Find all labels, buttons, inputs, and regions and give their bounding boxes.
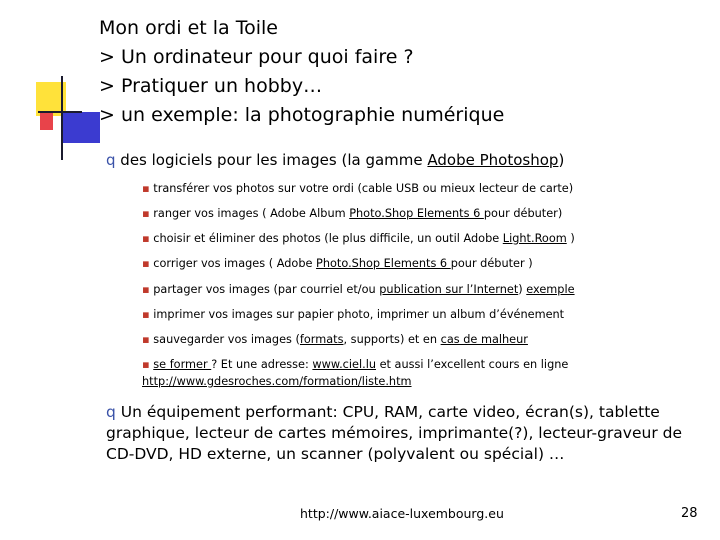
checkbox-bullet-icon: q <box>106 151 116 169</box>
item-choisir-post: ) <box>566 232 575 245</box>
cas-de-malheur-link[interactable]: cas de malheur <box>440 333 528 346</box>
ciel-lu-link[interactable]: www.ciel.lu <box>312 358 376 371</box>
item-partager-mid: ) <box>518 283 527 296</box>
square-bullet-icon: ▪ <box>142 333 150 346</box>
item-sauvegarder-mid: , supports) et en <box>343 333 441 346</box>
square-bullet-icon: ▪ <box>142 283 150 296</box>
square-bullet-icon: ▪ <box>142 358 150 371</box>
square-bullet-icon: ▪ <box>142 182 150 195</box>
item-transferer-text: transférer vos photos sur votre ordi (cable USB ou mieux lecteur de carte) <box>153 182 574 195</box>
title-line-4: > un exemple: la photographie numérique <box>99 104 505 126</box>
item-former-post: et aussi l’excellent cours en ligne <box>376 358 569 371</box>
publication-internet-link[interactable]: publication sur l’Internet <box>379 283 519 296</box>
item-former-mid: ? Et une adresse: <box>211 358 313 371</box>
item-partager <box>142 283 575 296</box>
logiciels-close: ) <box>558 151 565 169</box>
item-ranger-text: ranger vos images ( Adobe Album <box>153 207 350 220</box>
item-partager-text: partager vos images (par courriel et/ou <box>153 283 380 296</box>
item-transferer <box>142 182 573 195</box>
footer-url: http://www.aiace-luxembourg.eu <box>300 506 504 521</box>
title-line-2: > Un ordinateur pour quoi faire ? <box>99 46 414 68</box>
exemple-link[interactable]: exemple <box>526 283 575 296</box>
item-ranger-post: pour débuter) <box>483 207 563 220</box>
equipement-text: Un équipement performant: CPU, RAM, carte video, écran(s), tablette graphique, lecteur de cartes mémoires, imprimante(?), lecteur-graveur de CD-DVD, HD externe, un scanner (polyvalent ou spécial) … <box>106 403 682 463</box>
bullet-equipement <box>106 402 696 465</box>
item-corriger-post: pour débuter ) <box>450 257 533 270</box>
square-bullet-icon: ▪ <box>142 207 150 220</box>
item-sauvegarder <box>142 333 528 346</box>
gdesroches-link[interactable]: http://www.gdesroches.com/formation/liste.htm <box>142 375 412 388</box>
item-choisir-text: choisir et éliminer des photos (le plus difficile, un outil Adobe <box>153 232 503 245</box>
photoshop-elements-link[interactable]: Photo.Shop Elements 6 <box>349 207 484 220</box>
item-former-url-line <box>142 375 412 388</box>
photoshop-elements-link-2[interactable]: Photo.Shop Elements 6 <box>316 257 451 270</box>
square-bullet-icon: ▪ <box>142 308 150 321</box>
adobe-photoshop-link[interactable]: Adobe Photoshop <box>427 151 559 169</box>
page-number: 28 <box>681 506 698 521</box>
item-corriger <box>142 257 533 270</box>
item-imprimer-text: imprimer vos images sur papier photo, imprimer un album d’événement <box>153 308 565 321</box>
lightroom-link[interactable]: Light.Room <box>502 232 567 245</box>
logiciels-text: des logiciels pour les images (la gamme <box>115 151 428 169</box>
item-ranger <box>142 207 562 220</box>
title-line-3: > Pratiquer un hobby… <box>99 75 323 97</box>
slide-title <box>99 14 504 130</box>
item-corriger-text: corriger vos images ( Adobe <box>153 257 317 270</box>
item-choisir <box>142 232 575 245</box>
checkbox-bullet-icon-2: q <box>106 403 116 421</box>
item-sauvegarder-text: sauvegarder vos images ( <box>153 333 300 346</box>
deco-horizontal-line <box>38 111 82 113</box>
deco-blue-square <box>62 112 100 143</box>
formats-link[interactable]: formats <box>299 333 344 346</box>
square-bullet-icon: ▪ <box>142 257 150 270</box>
bullet-logiciels <box>106 151 564 169</box>
se-former-link[interactable]: se former <box>153 358 212 371</box>
deco-red-square <box>40 113 53 130</box>
square-bullet-icon: ▪ <box>142 232 150 245</box>
deco-vertical-line <box>61 76 63 160</box>
title-line-1: Mon ordi et la Toile <box>99 17 278 39</box>
item-imprimer <box>142 308 564 321</box>
item-former <box>142 358 568 371</box>
